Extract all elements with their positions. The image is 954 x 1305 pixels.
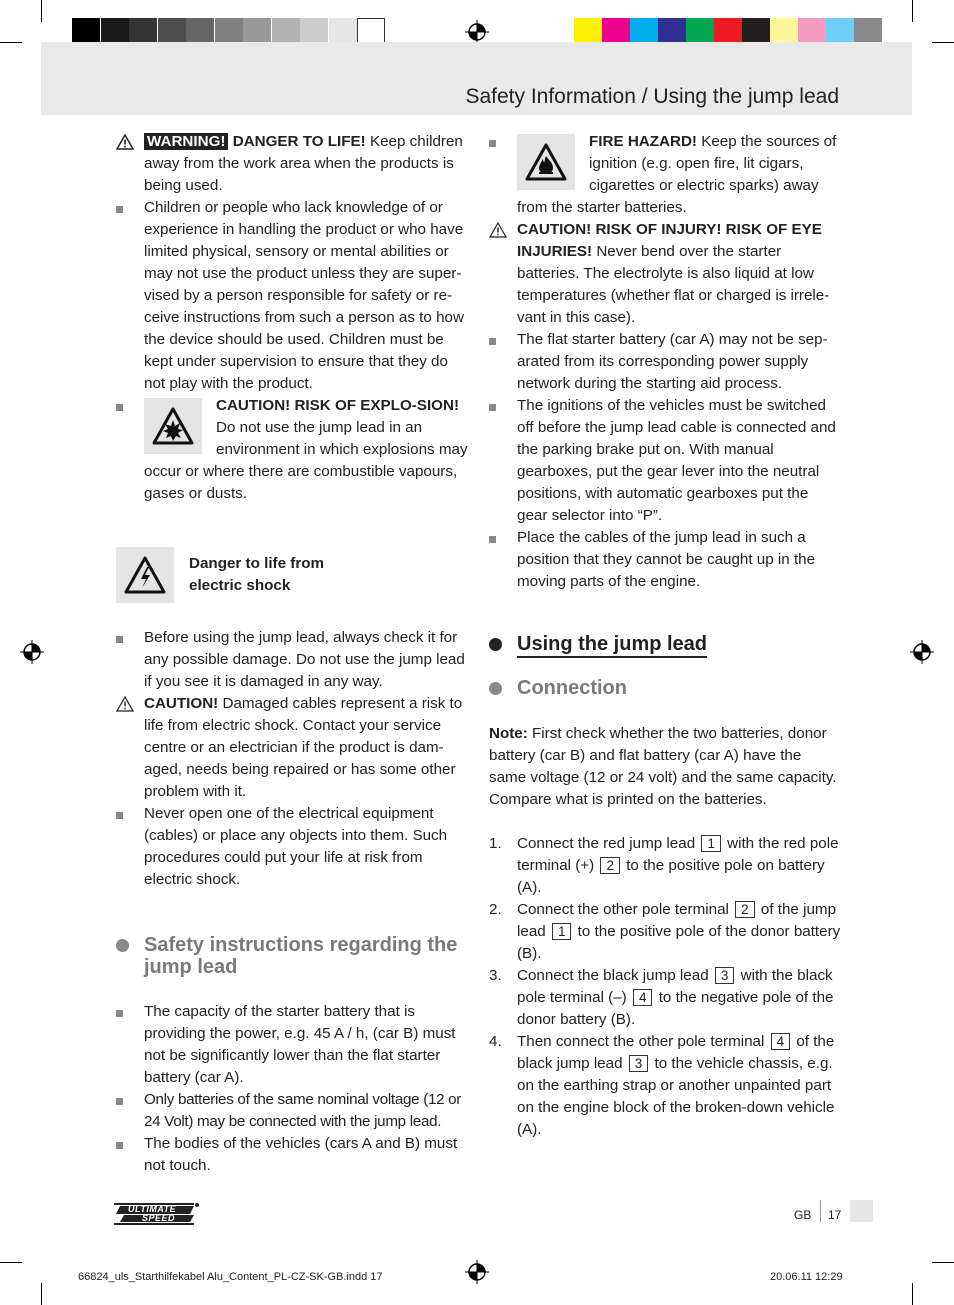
- list-item-text: The flat starter battery (car A) may not be sep-arated from its corresponding power supply network during the starting aid process.: [517, 331, 828, 392]
- page-number: 17: [828, 1208, 842, 1222]
- connection-steps: [489, 833, 841, 1141]
- list-item-text: Children or people who lack knowledge of or experience in handling the product or who have limited physical, sensory or mental abilities or may not use the product unless they are super-vised by a person responsible for safety or re-ceive instructions from such a person as to how the device should be used. Children must be kept under supervision to ensure that they do not play with the product.: [144, 199, 464, 392]
- crop-mark: [912, 1283, 913, 1305]
- list-item-text: The capacity of the starter battery that is providing the power, e.g. 45 A / h, (car B) must not be significantly lower than the flat starter battery (car A).: [144, 1003, 456, 1086]
- bullet-icon: [489, 338, 496, 345]
- explosion-text: Do not use the jump lead in an environment in which explosions may occur or where there are combustible vapours, gases or dusts.: [144, 419, 468, 502]
- bullet-icon: [489, 140, 496, 147]
- connection-heading: [489, 677, 841, 699]
- language-code: GB: [794, 1208, 812, 1222]
- bullet-icon: [116, 1010, 123, 1017]
- step-text: to the positive pole on battery (A).: [517, 857, 825, 896]
- list-item: [489, 527, 841, 593]
- step-item: [489, 965, 841, 1031]
- bullet-icon: [116, 1098, 123, 1105]
- file-name: 66824_uls_Starthilfekabel Alu_Content_PL-CZ-SK-GB.indd 17: [78, 1271, 383, 1283]
- warning-triangle-icon: [116, 696, 134, 712]
- caution-text: Damaged cables represent a risk to life from electric shock. Contact your service centre or an electrician if the product is dam-aged, needs being repaired or has some other problem with it.: [144, 695, 463, 800]
- warning-badge: WARNING!: [144, 133, 228, 150]
- note-paragraph: [489, 723, 841, 811]
- fire-heading: FIRE HAZARD!: [589, 133, 697, 150]
- part-number-box: 1: [701, 835, 721, 852]
- caution-injury: [489, 219, 841, 329]
- step-number: 4.: [489, 1033, 502, 1050]
- crop-mark: [41, 1283, 42, 1305]
- list-item: [116, 1089, 468, 1133]
- bullet-icon: [489, 404, 496, 411]
- list-item-text: Only batteries of the same nominal voltage (12 or 24 Volt) may be connected with the jump lead.: [144, 1091, 462, 1130]
- bullet-icon: [116, 636, 123, 643]
- list-item-text: Before using the jump lead, always check it for any possible damage. Do not use the jump lead if you see it is damaged in any way.: [144, 629, 465, 690]
- page-title: Safety Information / Using the jump lead: [465, 85, 839, 108]
- injury-text: Never bend over the starter batteries. The electrolyte is also liquid at low temperatures (whether flat or charged is irrele-vant in this case).: [517, 243, 830, 326]
- warning-text: Keep children away from the work area when the products is being used.: [144, 133, 463, 194]
- registration-mark-icon: [910, 640, 934, 664]
- safety-heading-text: Safety instructions regarding the jump lead: [144, 934, 458, 978]
- caution-heading: CAUTION!: [144, 695, 219, 712]
- electric-shock-block: [116, 547, 468, 611]
- section-dot-icon: [489, 638, 502, 651]
- bullet-icon: [489, 536, 496, 543]
- using-heading-text: Using the jump lead: [517, 633, 707, 658]
- page-tab: [850, 1200, 873, 1222]
- crop-mark: [912, 0, 913, 22]
- warning-triangle-icon: [116, 134, 134, 150]
- step-item: [489, 833, 841, 899]
- note-text: First check whether the two batteries, donor battery (car B) and flat battery (car A) have the same voltage (12 or 24 volt) and the same capacity. Compare what is printed on the batteries.: [489, 725, 837, 808]
- section-dot-icon: [116, 939, 129, 952]
- list-item-text: The bodies of the vehicles (cars A and B) must not touch.: [144, 1135, 458, 1174]
- bullet-icon: [116, 812, 123, 819]
- brand-logo: [114, 1200, 200, 1228]
- electric-shock-title: Danger to life from electric shock: [189, 555, 325, 594]
- part-number-box: 1: [552, 923, 572, 940]
- list-item: [116, 803, 468, 891]
- step-text: Connect the red jump lead: [517, 835, 700, 852]
- left-column: [116, 131, 468, 1177]
- bullet-icon: [116, 404, 123, 411]
- print-date: 20.06.11 12:29: [770, 1271, 843, 1283]
- step-text: Then connect the other pole terminal: [517, 1033, 769, 1050]
- part-number-box: 4: [771, 1033, 791, 1050]
- fire-text: Keep the sources of ignition (e.g. open fire, lit cigars, cigarettes or electric sparks) away from the starter batteries.: [517, 133, 837, 216]
- step-text: Connect the other pole terminal: [517, 901, 734, 918]
- explosion-heading: CAUTION! RISK OF EXPLO-SION!: [216, 397, 459, 414]
- registration-mark-icon: [465, 1260, 489, 1284]
- list-item: [489, 395, 841, 527]
- logo-word-speed: SPEED: [142, 1213, 176, 1223]
- connection-heading-text: Connection: [517, 677, 627, 699]
- list-item: [489, 329, 841, 395]
- right-column: [489, 131, 841, 1141]
- list-item-text: Place the cables of the jump lead in such a position that they cannot be caught up in the moving parts of the engine.: [517, 529, 816, 590]
- list-item-explosion: [116, 395, 468, 505]
- explosion-hazard-icon: [144, 398, 202, 454]
- caution-cables: [116, 693, 468, 803]
- electric-shock-icon: [116, 547, 174, 603]
- step-text: of the black jump lead: [517, 1033, 835, 1072]
- logo-word-ultimate: ULTIMATE: [128, 1204, 177, 1214]
- part-number-box: 2: [600, 857, 620, 874]
- list-item: [116, 197, 468, 395]
- part-number-box: 2: [735, 901, 755, 918]
- step-text: to the vehicle chassis, e.g. on the earthing strap or another unpainted part on the engine block of the broken-down vehicle (A).: [517, 1055, 835, 1138]
- warning-triangle-icon: [489, 222, 507, 238]
- list-item: [116, 1001, 468, 1089]
- step-text: to the positive pole of the donor battery (B).: [517, 923, 841, 962]
- bullet-icon: [116, 206, 123, 213]
- list-item-text: The ignitions of the vehicles must be switched off before the jump lead cable is connected and the parking brake put on. With manual gearboxes, put the gear lever into the neutral positions, with automatic gearboxes put the gear selector into “P”.: [517, 397, 836, 524]
- part-number-box: 4: [633, 989, 653, 1006]
- step-item: [489, 1031, 841, 1141]
- warning-danger-to-life: [116, 131, 468, 197]
- list-item: [116, 1133, 468, 1177]
- safety-instructions-heading: [116, 934, 468, 978]
- using-jump-lead-heading: [489, 633, 841, 655]
- crop-mark: [0, 42, 22, 43]
- crop-mark: [0, 1262, 22, 1263]
- registration-mark-icon: [20, 640, 44, 664]
- fire-hazard-icon: [517, 134, 575, 190]
- crop-mark: [41, 0, 42, 22]
- list-item: [116, 627, 468, 693]
- step-text: to the negative pole of the donor battery (B).: [517, 989, 834, 1028]
- part-number-box: 3: [629, 1055, 649, 1072]
- warning-heading: DANGER TO LIFE!: [232, 133, 366, 150]
- step-text: Connect the black jump lead: [517, 967, 713, 984]
- step-number: 2.: [489, 901, 502, 918]
- step-text: with the black pole terminal (–): [517, 967, 833, 1006]
- crop-mark: [932, 42, 954, 43]
- injury-heading: CAUTION! RISK OF INJURY! RISK OF EYE INJURIES!: [517, 221, 822, 260]
- step-text: of the jump lead: [517, 901, 837, 940]
- step-item: [489, 899, 841, 965]
- section-dot-icon: [489, 682, 502, 695]
- list-item-text: Never open one of the electrical equipment (cables) or place any objects into them. Such procedures could put your life at risk from electric shock.: [144, 805, 448, 888]
- note-label: Note:: [489, 725, 528, 742]
- bullet-icon: [116, 1142, 123, 1149]
- step-text: with the red pole terminal (+): [517, 835, 839, 874]
- part-number-box: 3: [715, 967, 735, 984]
- registration-mark-icon: [465, 20, 489, 44]
- crop-mark: [932, 1262, 954, 1263]
- step-number: 1.: [489, 835, 502, 852]
- footer-divider: [820, 1200, 821, 1222]
- step-number: 3.: [489, 967, 502, 984]
- list-item-fire: [489, 131, 841, 219]
